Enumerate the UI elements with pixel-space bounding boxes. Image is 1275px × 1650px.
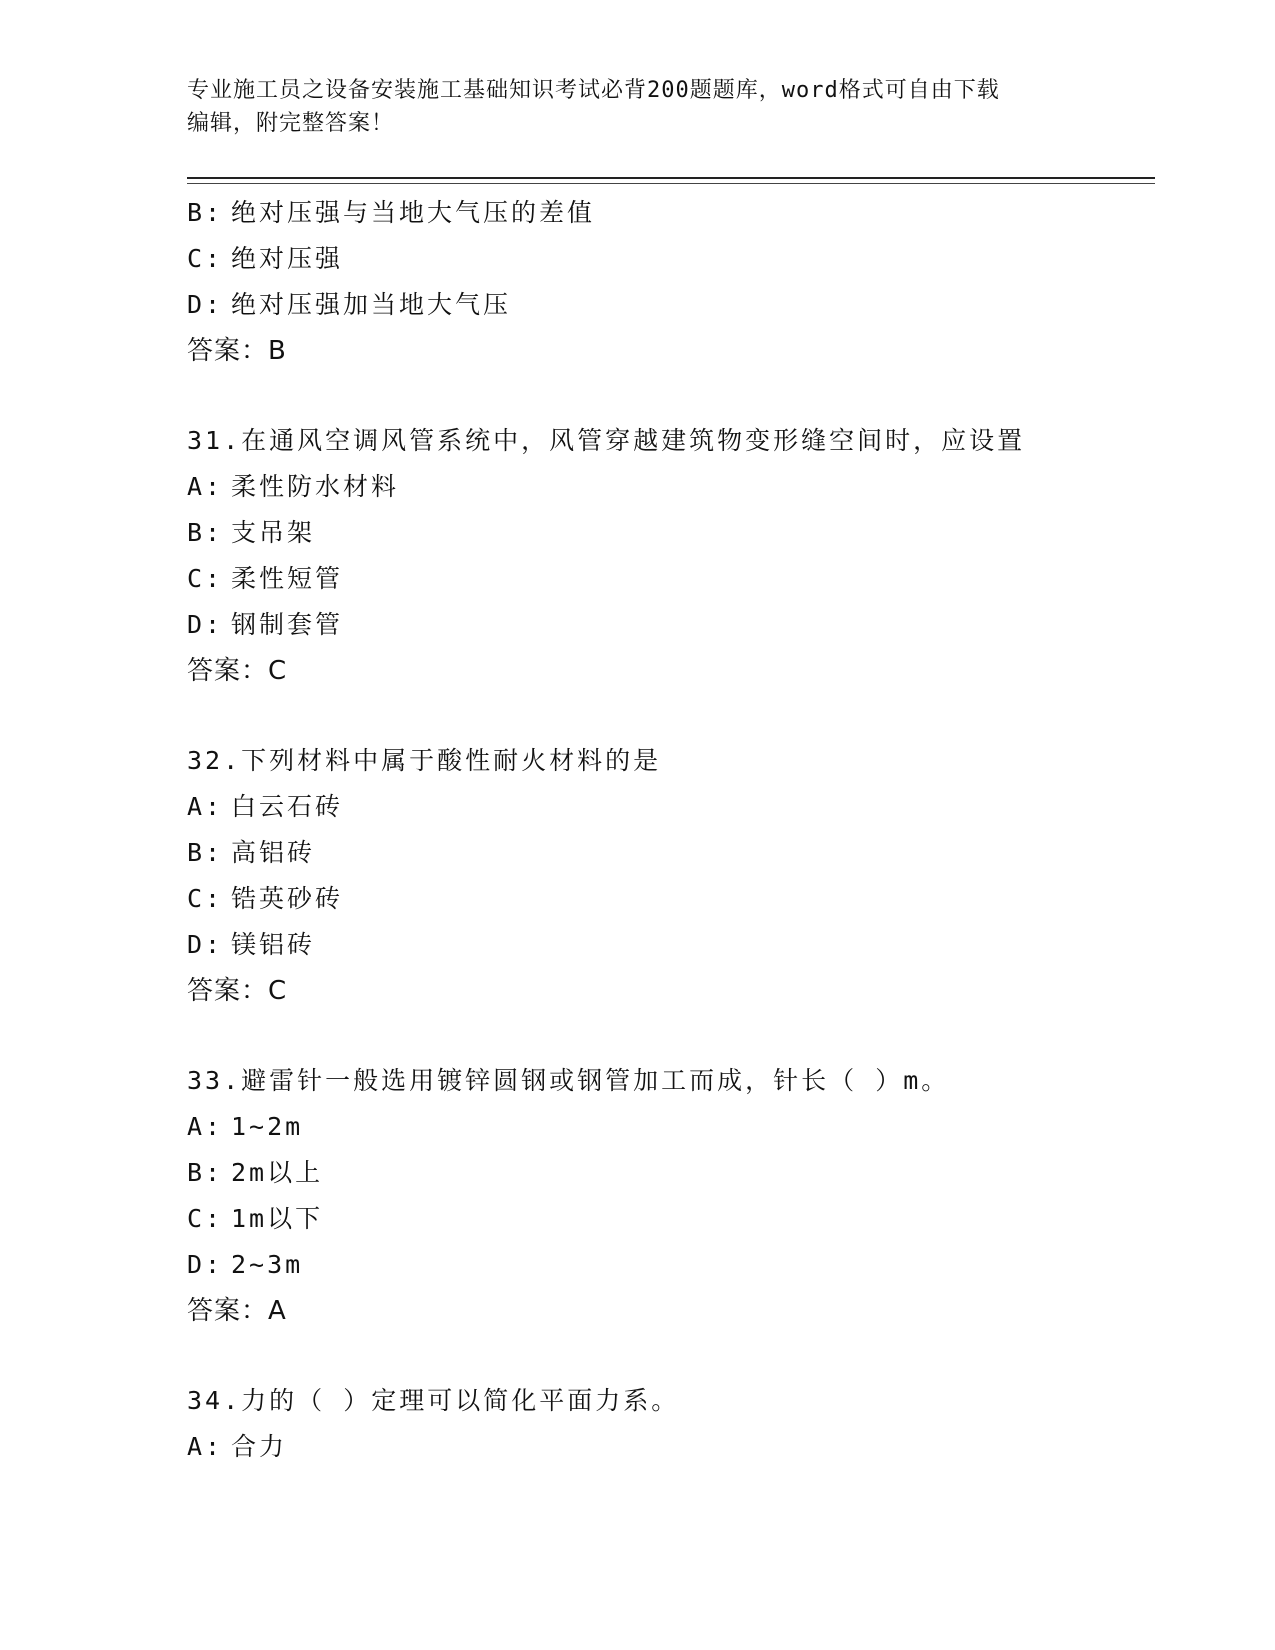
option-key: C: — [187, 1204, 224, 1233]
spacer — [187, 1014, 1147, 1058]
option-text: 绝对压强与当地大气压的差值 — [231, 198, 596, 227]
option-d — [187, 602, 1147, 648]
spacer — [187, 694, 1147, 738]
header-title-line-1: 专业施工员之设备安装施工基础知识考试必背200题题库，word格式可自由下载 — [187, 78, 1000, 103]
option-b — [187, 190, 1147, 236]
option-d — [187, 1242, 1147, 1288]
option-a — [187, 784, 1147, 830]
option-text: 高铝砖 — [231, 838, 316, 867]
option-c — [187, 556, 1147, 602]
option-text: 白云石砖 — [231, 792, 344, 821]
option-d — [187, 922, 1147, 968]
option-key: C: — [187, 884, 224, 913]
option-key: A: — [187, 792, 224, 821]
option-text: 2~3m — [231, 1250, 304, 1279]
option-key: B: — [187, 198, 224, 227]
option-key: C: — [187, 564, 224, 593]
question-stem: 32.下列材料中属于酸性耐火材料的是 — [187, 746, 662, 775]
option-b — [187, 830, 1147, 876]
option-b — [187, 510, 1147, 556]
option-key: D: — [187, 610, 224, 639]
option-b — [187, 1150, 1147, 1196]
answer-line: 答案：C — [187, 656, 288, 686]
option-text: 合力 — [231, 1432, 288, 1461]
option-key: B: — [187, 838, 224, 867]
header-divider-thin — [187, 183, 1155, 184]
option-a — [187, 1424, 1147, 1470]
question-34 — [187, 1378, 1147, 1470]
option-d — [187, 282, 1147, 328]
spacer — [187, 1334, 1147, 1378]
option-text: 1~2m — [231, 1112, 304, 1141]
option-key: D: — [187, 1250, 224, 1279]
question-stem: 33.避雷针一般选用镀锌圆钢或钢管加工而成，针长（ ）m。 — [187, 1066, 950, 1095]
question-31 — [187, 418, 1147, 694]
option-text: 绝对压强加当地大气压 — [231, 290, 512, 319]
header-title-line-2: 编辑，附完整答案！ — [187, 111, 395, 136]
question-stem: 34.力的（ ）定理可以简化平面力系。 — [187, 1386, 680, 1415]
option-key: D: — [187, 930, 224, 959]
option-a — [187, 1104, 1147, 1150]
document-header — [187, 74, 1087, 140]
option-key: C: — [187, 244, 224, 273]
option-key: A: — [187, 1112, 224, 1141]
option-key: A: — [187, 472, 224, 501]
option-text: 柔性防水材料 — [231, 472, 400, 501]
option-text: 支吊架 — [231, 518, 316, 547]
option-key: B: — [187, 518, 224, 547]
question-stem: 31.在通风空调风管系统中，风管穿越建筑物变形缝空间时，应设置 — [187, 426, 1026, 455]
option-key: D: — [187, 290, 224, 319]
option-c — [187, 876, 1147, 922]
header-divider-thick — [187, 177, 1155, 179]
option-text: 绝对压强 — [231, 244, 344, 273]
option-text: 1m以下 — [231, 1204, 324, 1233]
option-c — [187, 1196, 1147, 1242]
answer-line: 答案：C — [187, 976, 288, 1006]
option-c — [187, 236, 1147, 282]
option-text: 锆英砂砖 — [231, 884, 344, 913]
option-a — [187, 464, 1147, 510]
answer-line: 答案：A — [187, 1296, 287, 1326]
option-text: 钢制套管 — [231, 610, 344, 639]
question-32 — [187, 738, 1147, 1014]
question-30-continued — [187, 190, 1147, 374]
option-key: A: — [187, 1432, 224, 1461]
option-text: 镁铝砖 — [231, 930, 316, 959]
spacer — [187, 374, 1147, 418]
option-text: 柔性短管 — [231, 564, 344, 593]
option-key: B: — [187, 1158, 224, 1187]
answer-line: 答案：B — [187, 336, 287, 366]
question-list — [187, 190, 1147, 1470]
option-text: 2m以上 — [231, 1158, 324, 1187]
question-33 — [187, 1058, 1147, 1334]
